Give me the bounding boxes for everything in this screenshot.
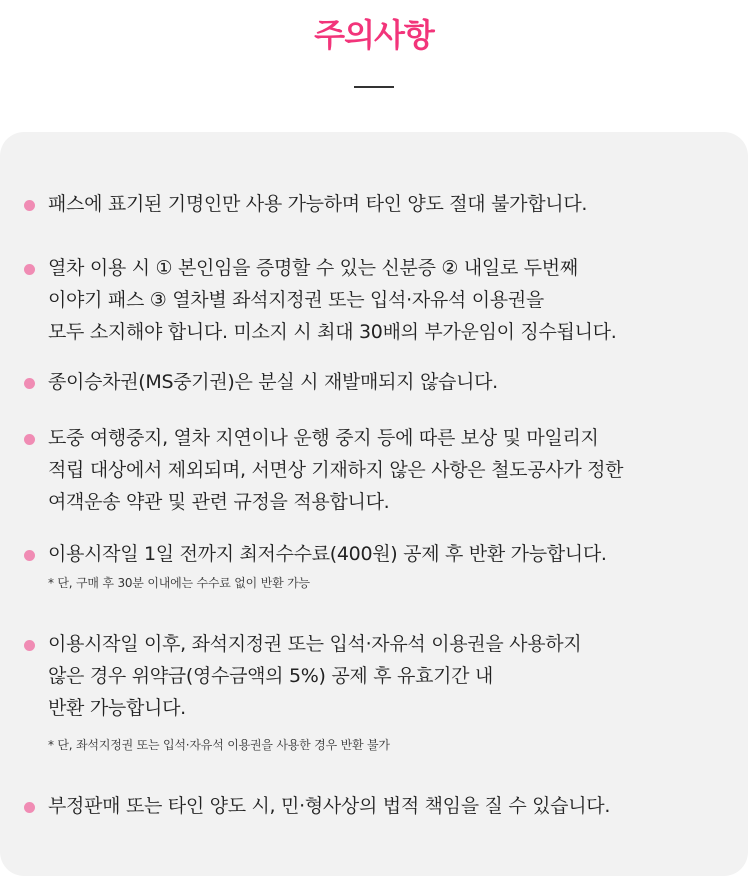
bullet-dot-icon	[24, 640, 35, 651]
notice-text: 이용시작일 1일 전까지 최저수수료(400원) 공제 후 반환 가능합니다.	[48, 543, 607, 565]
notice-text: 도중 여행중지, 열차 지연이나 운행 중지 등에 따른 보상 및 마일리지 적립 대상에서 제외되며, 서면상 기재하지 않은 사항은 철도공사가 정한 여객운송 약관 및 관련 규정을 적용합니다.	[48, 427, 624, 513]
notice-item	[24, 790, 738, 822]
notice-item	[24, 538, 738, 592]
page-title: 주의사항	[314, 16, 434, 54]
notice-text: 종이승차권(MS중기권)은 분실 시 재발매되지 않습니다.	[48, 371, 498, 393]
bullet-dot-icon	[24, 264, 35, 275]
notice-footnote: * 단, 좌석지정권 또는 입석·자유석 이용권을 사용한 경우 반환 불가	[48, 738, 390, 752]
notice-item	[24, 628, 738, 754]
notice-text: 이용시작일 이후, 좌석지정권 또는 입석·자유석 이용권을 사용하지 않은 경우 위약금(영수금액의 5%) 공제 후 유효기간 내 반환 가능합니다.	[48, 633, 582, 719]
notice-item	[24, 366, 738, 398]
title-divider	[354, 86, 394, 88]
notice-text: 패스에 표기된 기명인만 사용 가능하며 타인 양도 절대 불가합니다.	[48, 193, 588, 215]
bullet-dot-icon	[24, 200, 35, 211]
notice-text: 부정판매 또는 타인 양도 시, 민·형사상의 법적 책임을 질 수 있습니다.	[48, 795, 611, 817]
notice-panel	[0, 132, 748, 876]
bullet-dot-icon	[24, 550, 35, 561]
notice-item	[24, 422, 738, 518]
bullet-dot-icon	[24, 802, 35, 813]
notice-footnote: * 단, 구매 후 30분 이내에는 수수료 없이 반환 가능	[48, 576, 310, 590]
notice-item	[24, 252, 738, 348]
bullet-dot-icon	[24, 434, 35, 445]
notice-text: 열차 이용 시 ① 본인임을 증명할 수 있는 신분증 ② 내일로 두번째 이야기 패스 ③ 열차별 좌석지정권 또는 입석·자유석 이용권을 모두 소지해야 합니다. 미소지 시 최대 30배의 부가운임이 징수됩니다.	[48, 257, 617, 343]
bullet-dot-icon	[24, 378, 35, 389]
notice-item	[24, 188, 738, 220]
